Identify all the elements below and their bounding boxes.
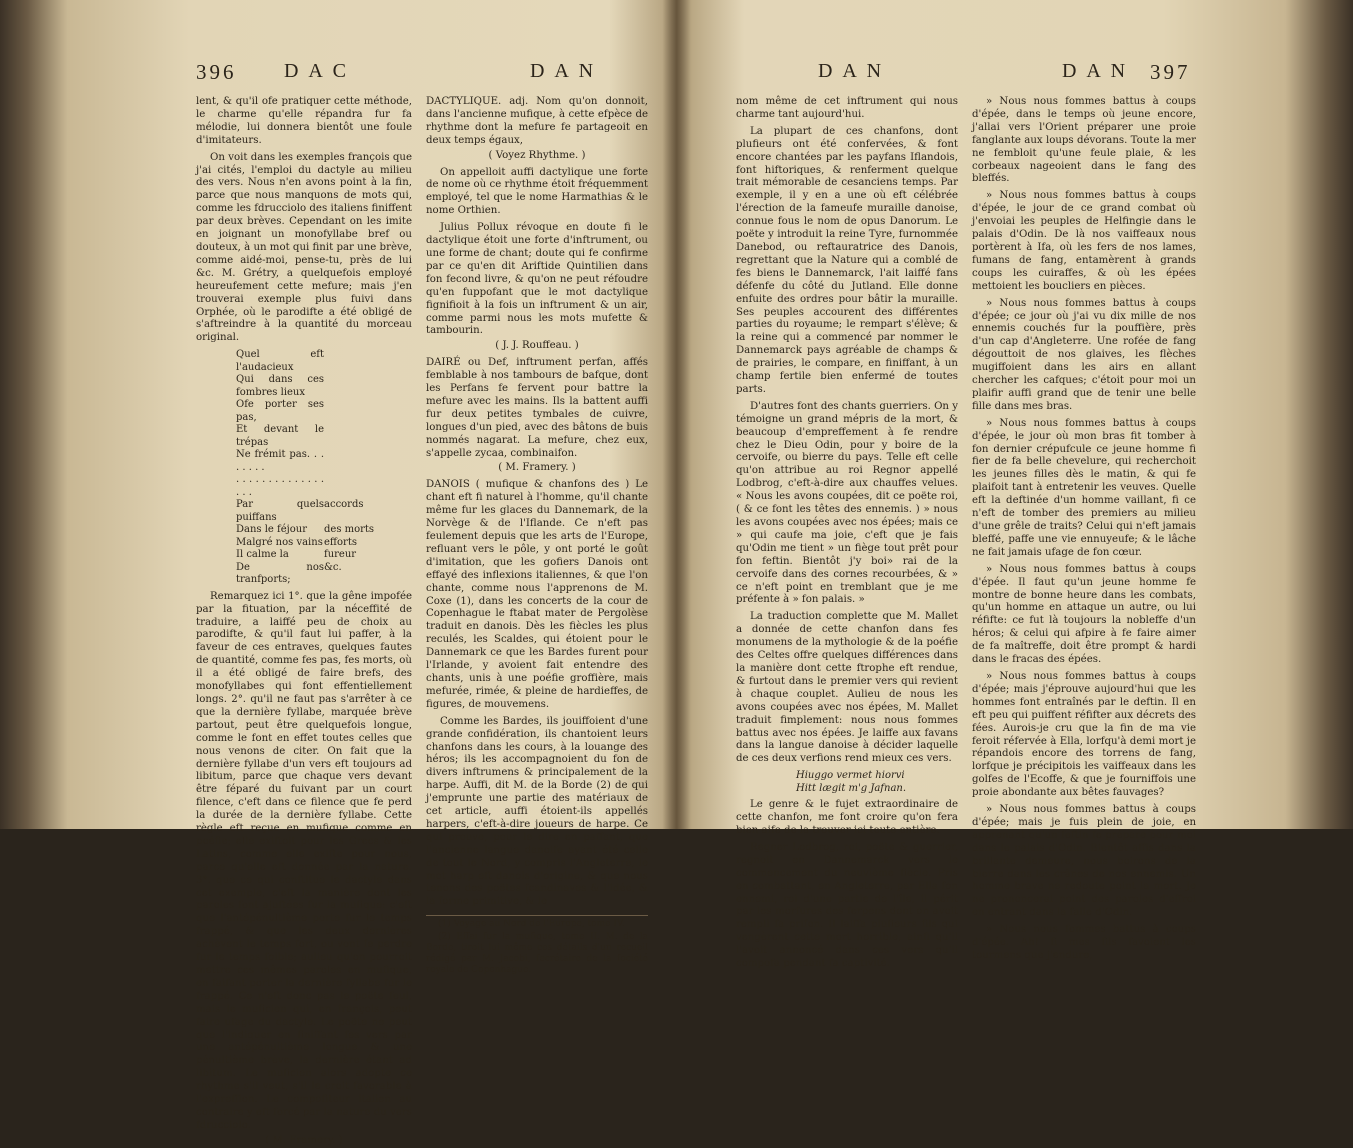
right-page-column-1 bbox=[736, 96, 958, 970]
entry-daire: DAIRÉ ou Def, inftrument perfan, affés femblable à nos tambours de bafque, dont les Perfans fe fervent pour battre la mefure avec les mains. Ils la battent auffi fur deux petites tymbales de cuivre, longues d'un pied, avec des bâtons de buis nommés nagarat. La mefure, chez eux, s'appelle zycaa, combinaifon. bbox=[426, 357, 648, 459]
verse-text: Qui dans ces fombres lieux bbox=[236, 374, 324, 398]
verse-text: Quel eft l'audacieux bbox=[236, 349, 324, 373]
song-stanza: » Nous nous fommes battus à coups d'épée. Il faut qu'un jeune homme fe montre de bonne heure dans les combats, qu'un homme en attaque un autre, ou lui réfifte: ce fut là toujours la nobleffe d'un héros; & celui qui afpire à fe faire aimer de fa maîtreffe, doit être prompt & hardi dans le fracas des épées. bbox=[972, 563, 1196, 666]
page-number-left: 396 bbox=[196, 60, 237, 84]
verse-text-end bbox=[324, 349, 412, 374]
verse-line bbox=[236, 549, 412, 562]
verse-text-end bbox=[324, 399, 412, 424]
paragraph: Comme les Bardes, ils jouiffoient d'une grande confidération, ils chantoient leurs chanfons dans les cours, à la louange des héros; ils les accompagnoient du fon de divers inftrumens & principalement de la harpe. Auffi, dit M. de la Borde (2) de qui j'emprunte une partie des matériaux de cet article, auffi étoient-ils appellés harpers, c'eft-à-dire joueurs de harpe. Ce qui prouve, pour le dire en paffant, que l'ancienne langue danoife ayant été celle de tout le Nord, y compris l'Angleterre, le mot harp eft danois d'origine, & que nous tenons des poëtes fcandinaves & l'idée, & la forme primitive, & le bbox=[426, 715, 648, 908]
verse-text-end bbox=[324, 474, 412, 499]
verse-line: Hiuggo vermet hiorvi bbox=[796, 770, 905, 782]
verse-text-end: efforts bbox=[324, 536, 357, 548]
verse-line bbox=[236, 562, 412, 587]
verse-text-end: des morts bbox=[324, 524, 375, 536]
verse-line bbox=[236, 524, 412, 537]
verse-text: De nos tranfports; bbox=[236, 561, 324, 586]
see-also: ( Voyez Rhythme. ) bbox=[488, 149, 586, 161]
old-norse-verse bbox=[796, 770, 958, 795]
author-signature: ( M. Framery. ) bbox=[265, 1134, 343, 1146]
verse-text-end: &c. bbox=[324, 561, 342, 573]
verse-text: Malgré nos vains bbox=[236, 536, 323, 548]
verse-text-end bbox=[324, 449, 412, 474]
footnote: (1) Voyage au Nord de l'Europe, tome IV. bbox=[438, 919, 625, 930]
running-head-left-word: D A C bbox=[284, 60, 350, 82]
verse-line bbox=[236, 374, 412, 399]
author-signature: ( M. Framery. ) bbox=[498, 462, 576, 474]
verse-text: Dans le féjour bbox=[236, 524, 307, 536]
footnotes bbox=[426, 915, 648, 976]
verse-text-end: fureur bbox=[324, 549, 357, 561]
page-number-right: 397 bbox=[1150, 60, 1191, 84]
paragraph: La traduction complette que M. Mallet a donnée de cette chanfon dans fes monumens de la mythologie & de la poéfie des Celtes offre quelques différences dans la manière dont cette ftrophe eft rendue, & furtout dans le premier vers qui revient à chaque couplet. Aulieu de nous les avons coupées avec nos épées, M. Mallet traduit fimplement: nous nous fommes battus avec nos épées. Je laiffe aux favans dans la langue danoise à décider laquelle de ces deux verfions rend mieux ces vers. bbox=[736, 611, 958, 765]
verse-line: Hitt lægit m'g Jafnan. bbox=[796, 782, 907, 794]
paragraph: Regner Lodbrog, roi, poëte & guerrier, regnoit en Dannemarck vers le commencement du neuvième fiècle. Pris en combattant, en Angleterre, par Ella fon ennemi, roi d'une partie de l'île, il périt par les morfures des ferpens dont on avoit rempli fa prifon. Il laiffa plufieurs fils qui vengèrent cette mort horrible, ainfi qu'il l'avoit annoncé dans ces vers qu'il compofa pendant fa captivité. bbox=[736, 841, 958, 970]
paragraph: Remarquez ici 1°. que la gêne impofée par la fituation, par la néceffité de traduire, a laiffé peu de choix au parodifte, & qu'il faut lui paffer, à la faveur de ces entraves, quelques fautes de quantité, comme fes pas, fes morts, où il a été obligé de faire brefs, des monofyllabes qui font effentiellement longs. 2°. qu'il ne faut pas s'arrêter à ce que la dernière fyllabe, marquée brève partout, peut être quelquefois longue, comme le font en effet toutes celles que nous venons de citer. On fait que la dernière fyllabe d'un vers eft toujours ad libitum, parce que chaque vers devant être féparé du fuivant par un court filence, c'eft dans ce filence que fe perd la durée de la dernière fyllabe. Cette règle eft reçue en mufique comme en poéfie; elle exiftoit pour les Grecs & les Latins, comme elle exifte pour nous, parce qu'elle eft donnée par la nature. 3°. que ce qui conftitue le dactyle dans cet exemple, c'eft la manière dont les paroles font ajuftées fur la mufique: c'eft que l'antépénultième porte fur le temps frappé, & que les deux dernières achèvent le temps fort, ou vont fe perdre fur le temps foible; aulieu qu'on pourroit mettre ces mêmes paroles en mufique, en faifant porter la dernière fyllabe fur le frappé. Ce n'eft donc pas le poëte feul, mais le muficien qui, en françois, peut faire ufage du dactyle. Le poëte ne peut que l'indiquer en finiffant fes vers par une antépénultième longue & une pénultième brève, la dernière étant ad libitum. Le muficien alors adopte ce rhythme s'il veut, s'il le croit favorable à l'expreffion. Le compofiteur italien au contraire y eft forcé par la nature du vers fdrucciolo. bbox=[196, 590, 412, 1131]
song-stanza: » Nous nous fommes battus à coups d'épée, dans le temps où jeune encore, j'allai vers l'Orient préparer une proie fanglante aux loups dévorans. Toute la mer ne fembloit qu'une feule plaie, & les corbeaux nageoient dans le fang des bleffés. bbox=[972, 96, 1196, 185]
running-head-right-word: D A N bbox=[1062, 60, 1129, 82]
paragraph: La plupart de ces chanfons, dont plufieurs ont été confervées, & font encore chantées par les payfans Iflandois, font hiftoriques, & renferment quelque trait mémorable de cesanciens temps. Par exemple, il y en a une où eft célébrée l'érection de la fameufe muraille danoise, connue fous le nom de opus Danorum. Le poëte y introduit la reine Tyre, furnommée Danebod, ou reftauratrice des Danois, regrettant que la Nature qui a comblé de fes biens le Dannemarck, l'ait laiffé fans défenfe du côté du Jutland. Elle donne enfuite des ordres pour bâtir la muraille. Ses peuples accourent des différentes parties du royaume; le rempart s'élève; & la reine qui a commencé par nommer le Dannemarck pays agréable de champs & de prairies, le compare, en finiffant, à un champ fertile bien enfermé de toutes parts. bbox=[736, 125, 958, 395]
verse-block bbox=[236, 349, 412, 587]
footnote: (2) Effai fur la mufique, tome II. M. de la Borde, tiroit lui même ces détails d'un recueil rédigé par M. Jacobi, fecrétaire de la fociété royale de Copenhague. bbox=[426, 932, 648, 976]
song-stanza: » Nous nous fommes battus à coups d'épée, le jour où mon bras fit tomber à fon dernier crépufcule ce jeune homme fi fier de fa belle chevelure, qui recherchoit les jeunes filles dès le matin, & qui fe plaifoit tant à entretenir les veuves. Quelle eft la deftinée d'un homme vaillant, fi ce n'eft de tomber des premiers au milieu d'une grêle de traits? Celui qui n'eft jamais bleffé, paffe une vie ennuyeufe; & le lâche ne fait jamais ufage de fon cœur. bbox=[972, 417, 1196, 558]
verse-line bbox=[236, 499, 412, 524]
running-head-right bbox=[676, 60, 1353, 100]
paragraph: On voit dans les exemples françois que j'ai cités, l'emploi du dactyle au milieu des vers. Nous n'en avons point à la fin, parce que nous manquons de mots qui, comme les fdrucciolo des italiens finiffent par deux brèves. Cependant on les imite en joignant un monofyllabe bref ou douteux, à un mot qui finit par une brève, comme aidé-moi, pense-tu, près de lui &c. M. Grétry, a quelquefois employé heureufement cette mefure; mais j'en trouverai exemple plus fuivi dans Orphée, où le parodifte a été obligé de s'aftreindre à la quantité du morceau original. bbox=[196, 151, 412, 344]
verse-line bbox=[236, 349, 412, 374]
verse-text: Par quels puiffans bbox=[236, 499, 324, 523]
song-stanza: » Nous nous fommes battus à coups d'épée; mais j'éprouve aujourd'hui que les hommes font entraînés par le deftin. Il en eft peu qui puiffent réfifter aux décrets des fées. Aurois-je cru que la fin de ma vie feroit réfervée à Ella, lorfqu'à demi mort je répandois encore des torrens de fang, lorfque je précipitois les vaiffeaux dans les golfes de l'Ecoffe, & que je fourniffois une proie abondante aux bêtes fauvages? bbox=[972, 670, 1196, 799]
left-page-column-2 bbox=[426, 96, 648, 976]
author-signature: ( J. J. Rouffeau. ) bbox=[495, 340, 579, 352]
running-head-left bbox=[0, 60, 676, 100]
running-head-left-word: D A N bbox=[818, 60, 885, 82]
left-page-column-1 bbox=[196, 96, 412, 1146]
left-page bbox=[0, 0, 676, 1146]
verse-line bbox=[236, 474, 412, 499]
verse-text: Ofe porter ses pas, bbox=[236, 399, 324, 423]
verse-text-end: accords bbox=[324, 499, 364, 511]
verse-text-end bbox=[324, 374, 412, 399]
right-page-column-2 bbox=[972, 96, 1196, 961]
verse-line bbox=[236, 424, 412, 449]
verse-text: Il calme la bbox=[236, 549, 289, 561]
verse-line bbox=[236, 449, 412, 474]
paragraph: lent, & qu'il ofe pratiquer cette méthode, le charme qu'elle répandra fur fa mélodie, lui donnera bientôt une foule d'imitateurs. bbox=[196, 96, 412, 146]
paragraph: D'autres font des chants guerriers. On y témoigne un grand mépris de la mort, & beaucoup d'empreffement à fe rendre chez le Dieu Odin, pour y boire de la cervoife, ou bierre du pays. Telle eft celle qu'on attribue au roi Regnor appellé Lodbrog, c'eft-à-dire aux chauffes velues. « Nous les avons coupées, dit ce poëte roi, ( & ce font les têtes des ennemis. ) » nous les avons coupées avec nos épées; mais ce » qui caufe ma joie, c'eft que je fais qu'Odin me tient » un fiège tout prêt pour fon feftin. Bientôt j'y boi» rai de la cervoife dans des cornes recourbées, & » ce n'eft point en tremblant que je me préfente à » fon palais. » bbox=[736, 400, 958, 606]
paragraph: nom même de cet inftrument qui nous charme tant aujourd'hui. bbox=[736, 96, 958, 120]
entry-dactylique: DACTYLIQUE. adj. Nom qu'on donnoit, dans l'ancienne mufique, à cette efpèce de rhythme dont la mefure fe partageoit en deux temps égaux, bbox=[426, 96, 648, 146]
paragraph: Julius Pollux révoque en doute fi le dactylique étoit une forte d'inftrument, ou une forme de chant; doute qui fe confirme par ce qu'en dit Ariftide Quintilien dans fon fecond livre, & qu'on ne peut réfoudre qu'en fuppofant que le mot dactylique fignifioit à la fois un inftrument & un air, comme parmi nous les mots mufette & tambourin. bbox=[426, 222, 648, 337]
song-stanza: » Nous nous fommes battus à coups d'épée; ce jour où j'ai vu dix mille de nos ennemis couchés fur la pouffière, près d'un cap d'Angleterre. Une rofée de fang dégouttoit de nos glaives, les flèches mugiffoient dans les airs en allant chercher les cafques; c'étoit pour moi un plaifir auffi grand que de tenir une belle fille dans mes bras. bbox=[972, 297, 1196, 412]
verse-text-end bbox=[324, 424, 412, 449]
verse-text: Et devant le trépas bbox=[236, 424, 324, 448]
song-stanza: » Nous nous fommes battus à coups d'épée, le jour de ce grand combat où j'envoiai les peuples de Helfingie dans le palais d'Odin. De là nos vaiffeaux nous portèrent à Ifa, où les fers de nos lames, fumans de fang, entamèrent à grands coups les cuiraffes, & où les épées mettoient les boucliers en pièces. bbox=[972, 190, 1196, 292]
entry-danois: DANOIS ( mufique & chanfons des ) Le chant eft fi naturel à l'homme, qu'il chante même fur les glaces du Dannemark, de la Norvège & de l'Iflande. Ce n'eft pas feulement depuis que les arts de l'Europe, refluant vers le pôle, y ont porté le goût d'imitation, que les gofiers Danois ont effayé des inflexions italiennes, & que l'on chante, comme nous l'apprenons de M. Coxe (1), dans les concerts de la cour de Copenhague le ftabat mater de Pergolèse traduit en danois. Dès les fiècles les plus reculés, les Scaldes, qui étoient pour le Dannemark ce que les Bardes furent pour l'Irlande, y avoient fait entendre des chants, unis à une poéfie groffière, mais mefurée, rimée, & pleine de hardieffes, de figures, de mouvemens. bbox=[426, 479, 648, 710]
paragraph: Le genre & le fujet extraordinaire de cette chanfon, me font croire qu'on fera bien aife de la trouver ici toute entière. bbox=[736, 799, 958, 837]
verse-text: . . . . . . . . . . . . . . . . . bbox=[236, 474, 324, 498]
song-stanza: » Nous nous fommes battus à coups d'épée; mais je fuis plein de joie, en apprenant qu'un feftin fe prépare pour moi dans le palais d'Odin. Bientôt affis dans la brillante demeure, nous boirons de la bierre dans les crânes de nos ennemis. Un homme brave ne redoute point la mort. Je ne prononcerai point des paroles d'effroi en entrant dans la falle d'Odin. bbox=[972, 804, 1196, 919]
paragraph: On appelloit auffi dactylique une forte de nome où ce rhythme étoit fréquemment employé, tel que le nome Harmathias & le nome Orthien. bbox=[426, 166, 648, 217]
verse-line bbox=[236, 537, 412, 550]
verse-line bbox=[236, 399, 412, 424]
running-head-right-word: D A N bbox=[530, 60, 597, 82]
verse-text: Ne frémit pas. . . . . . . . bbox=[236, 449, 324, 473]
right-page bbox=[676, 0, 1353, 970]
song-stanza: » Nous nous fommes battus à coups d'épée. Ah! fi mes fils favoient les tourmens que j'endure, bbox=[972, 924, 1196, 961]
